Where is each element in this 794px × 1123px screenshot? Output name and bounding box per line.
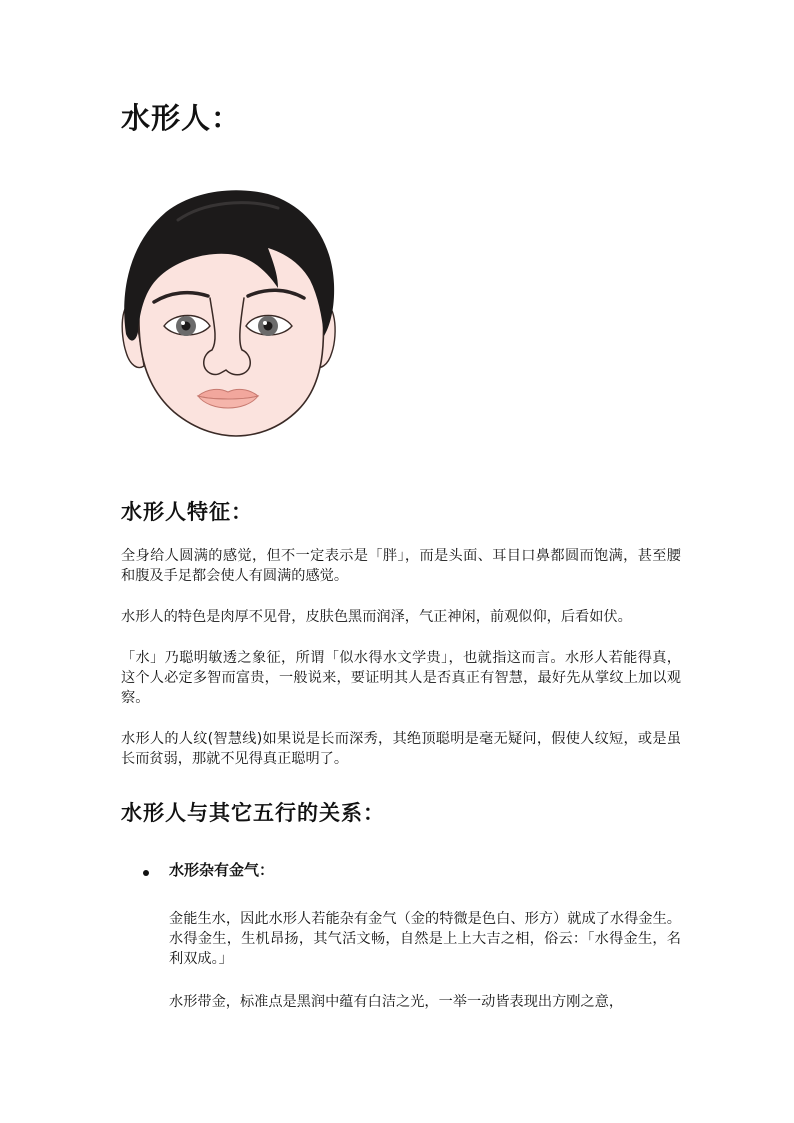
bullet-icon	[143, 870, 149, 876]
paragraph: 水形人的人纹(智慧线)如果说是长而深秀，其绝顶聪明是毫无疑问，假使人纹短，或是虽长而贫弱，那就不见得真正聪明了。	[121, 731, 681, 767]
paragraph: 「水」乃聪明敏透之象征，所谓「似水得水文学贵」，也就指这而言。水形人若能得真，这个人必定多智而富贵，一般说来，要证明其人是否真正有智慧，最好先从掌纹上加以观察。	[121, 650, 681, 706]
paragraph: 水形人的特色是肉厚不见骨，皮肤色黑而润泽，气正神闲，前观似仰，后看如伏。	[121, 609, 632, 625]
paragraph: 全身给人圆满的感觉，但不一定表示是「胖」，而是头面、耳目口鼻都圆而饱满，甚至腰和腹及手足都会使人有圆满的感觉。	[121, 548, 681, 584]
paragraph: 水形带金，标准点是黑润中蕴有白洁之光，一举一动皆表现出方刚之意，	[169, 994, 624, 1010]
section-heading-relations: 水形人与其它五行的关系：	[121, 800, 385, 825]
water-type-face-illustration	[118, 184, 340, 440]
paragraph: 金能生水，因此水形人若能杂有金气（金的特微是色白、形方）就成了水得金生。水得金生，生机昂扬，其气活文畅，自然是上上大吉之相，俗云：「水得金生，名利双成。」	[169, 911, 681, 967]
list-item-heading: 水形杂有金气：	[169, 861, 275, 879]
page-title: 水形人：	[121, 101, 242, 135]
section-heading-features: 水形人特征：	[121, 499, 253, 524]
